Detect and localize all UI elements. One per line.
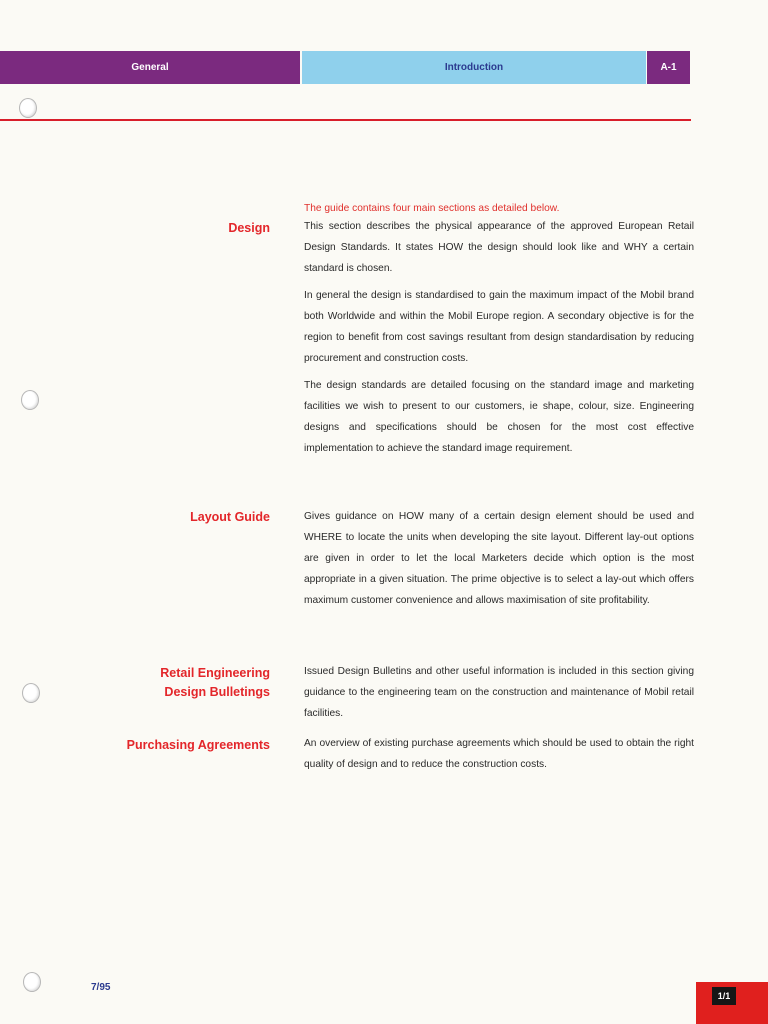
paragraph: Gives guidance on HOW many of a certain design element should be used and WHERE to locate the units when developing the site layout. Different lay-out options are given in order to let the local Marketers decide which option is the most appropriate in a given situation. The prime objective is to select a lay-out which offers maximum customer convenience and allows maximisation of site profitability. [304, 511, 694, 606]
section-text-design [304, 216, 694, 465]
footer-date: 7/95 [91, 982, 111, 993]
paragraph: Issued Design Bulletins and other useful information is included in this section giving guidance to the engineering team on the construction and maintenance of Mobil retail facilities. [304, 666, 694, 719]
header-section-tab [0, 51, 300, 84]
section-label-layout-guide: Layout Guide [190, 510, 270, 524]
section-label-line: Design Bulletings [164, 685, 270, 699]
header-divider [0, 119, 691, 121]
footer-page-number: 1/1 [712, 987, 736, 1005]
binder-hole-icon [21, 390, 39, 410]
section-label-retail-engineering [160, 664, 270, 702]
paragraph: In general the design is standardised to gain the maximum impact of the Mobil brand both Worldwide and within the Mobil Europe region. A secondary objective is for the region to benefit from cost savings resultant from design standardisation by reducing procurement and construction costs. [304, 290, 694, 364]
header-title-tab [302, 51, 646, 84]
binder-hole-icon [23, 972, 41, 992]
paragraph: The design standards are detailed focusing on the standard image and marketing facilities we wish to present to our customers, ie shape, colour, size. Engineering designs and specifications should be chosen for the most cost effective implementation to achieve the standard image requirement. [304, 380, 694, 454]
paragraph: This section describes the physical appearance of the approved European Retail Design Standards. It states HOW the design should look like and WHY a certain standard is chosen. [304, 221, 694, 274]
section-text-retail-engineering [304, 661, 694, 730]
binder-hole-icon [19, 98, 37, 118]
section-label-design: Design [228, 221, 270, 235]
section-text-purchasing-agreements [304, 733, 694, 781]
paragraph: An overview of existing purchase agreements which should be used to obtain the right quality of design and to reduce the construction costs. [304, 738, 694, 770]
intro-text: The guide contains four main sections as detailed below. [304, 203, 560, 214]
section-label-line: Retail Engineering [160, 666, 270, 680]
section-text-layout-guide [304, 506, 694, 617]
header-section-label: General [131, 62, 169, 73]
section-label-purchasing-agreements: Purchasing Agreements [126, 738, 270, 752]
header-code-tab [647, 51, 690, 84]
header-code-label: A-1 [660, 62, 677, 73]
binder-hole-icon [22, 683, 40, 703]
footer-page-tab [696, 982, 768, 1024]
header-title-label: Introduction [444, 62, 504, 73]
